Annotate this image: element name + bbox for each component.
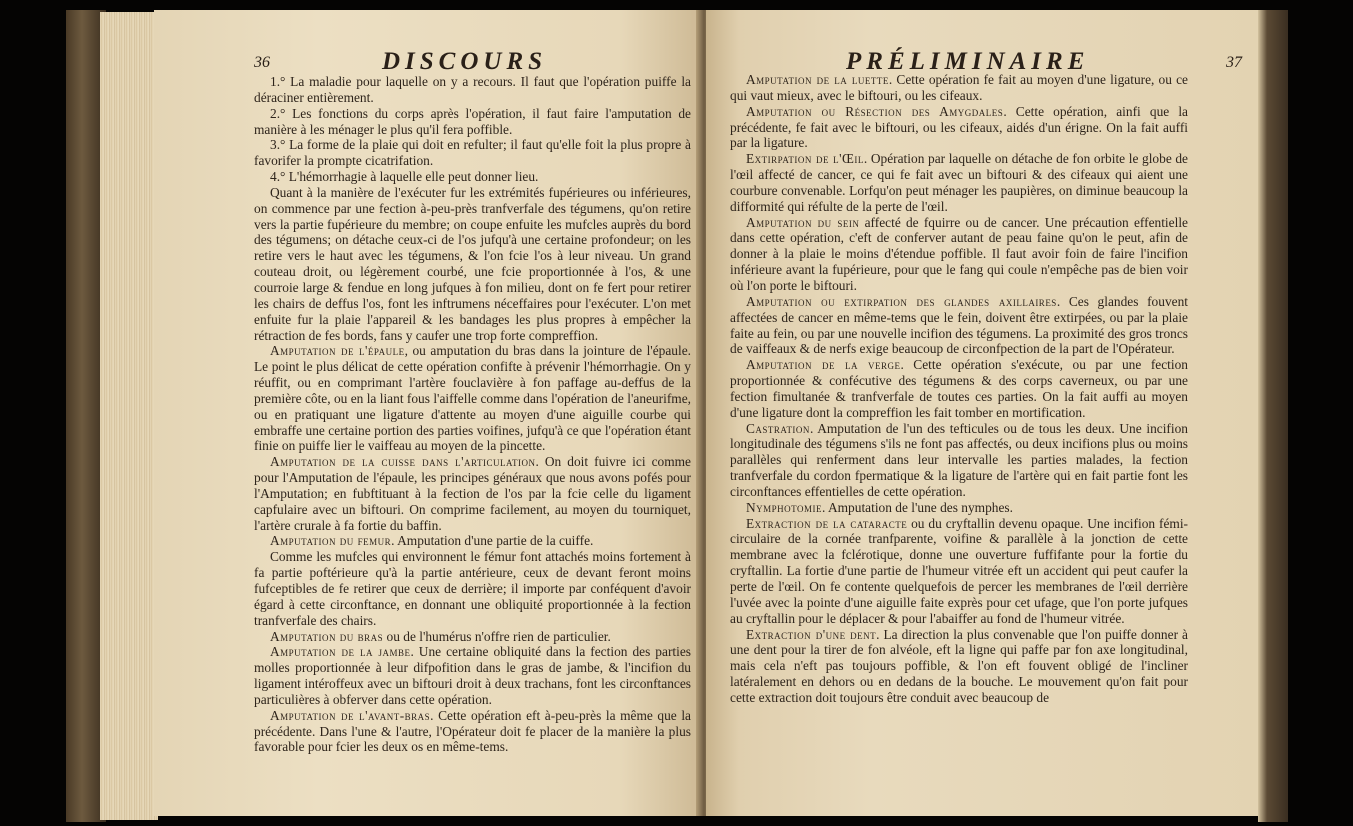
paragraph	[254, 343, 691, 454]
paragraph	[730, 627, 1188, 706]
paragraph-text: . Amputation d'une partie de la cuiffe.	[391, 533, 594, 549]
paragraph-text: ou de l'humérus n'offre rien de particulier.	[383, 628, 611, 644]
paragraph-text: . Cette opération s'exécute, ou par une fection proportionnée & confécutive des tégumens & des corps caverneux, ou par une fection fimultanée & tranfverfale de toutes ces parties. On la fait auffi au moyen d'une ligature dont la compreffion les fait tomber en mortification.	[730, 357, 1189, 420]
paragraph-text: affecté de fquirre ou de cancer. Une précaution effentielle dans cette opération, c'eft de conferver autant de peau faine qu'on le peut, afin de donner à la plaie le moins d'étendue poffible. Il faut avoir foin de faire l'incifion inférieure avant la fupérieure, pour que le fang qui coule n'empêche pas de bien voir où l'on porte le biftouri.	[730, 214, 1188, 293]
paragraph-heading: Extraction de la cataracte	[746, 515, 908, 531]
paragraph-heading: Extraction d'une dent	[746, 626, 877, 642]
paragraph	[254, 533, 691, 549]
paragraph-text: . Cette opération fe fait au moyen d'une ligature, ou ce qui vaut mieux, avec le biftouri, ou les cifeaux.	[730, 72, 1188, 103]
paragraph-text: 4.° L'hémorrhagie à laquelle elle peut donner lieu.	[270, 169, 539, 185]
paragraph	[730, 294, 1188, 357]
paragraph	[730, 500, 1188, 516]
paragraph-text: Comme les mufcles qui environnent le fémur font attachés moins fortement à fa partie poftérieure qu'à la partie antérieure, ceux de devant feront moins fufceptibles de fe retirer que ceux de derrière; il importe par conféquent d'avoir égard à cette circonftance, en donnant une obliquité proportionnée à la fection tranfverfale des chairs.	[254, 549, 691, 628]
paragraph	[254, 169, 691, 185]
left-page-number: 36	[254, 54, 270, 71]
paragraph-text: . Ces glandes fouvent affectées de cancer en même-tems que le fein, doivent être extirpées, ou par la plaie faite au fein, ou par une nouvelle incifion des tégumens. La proximité des gros troncs de vaiffeaux & de nerfs exige beaucoup de circonfpection de la part de l'Opérateur.	[730, 293, 1188, 357]
paragraph-heading: Amputation de la cuisse dans l'articulation	[270, 454, 536, 470]
paragraph	[254, 708, 691, 756]
paragraph-heading: Amputation du sein	[746, 214, 860, 230]
paragraph	[254, 137, 691, 169]
paragraph-heading: Amputation de l'avant-bras	[270, 707, 431, 723]
right-cover	[1258, 10, 1288, 822]
paragraph	[254, 185, 691, 343]
paragraph-heading: Amputation ou Résection des Amygdales	[746, 103, 1004, 119]
paragraph	[254, 644, 691, 707]
paragraph-heading: Castration	[746, 420, 810, 436]
paragraph	[730, 516, 1188, 627]
paragraph-text: . La direction la plus convenable que l'on puiffe donner à une dent pour la tirer de fon alvéole, eft la ligne qui paffe par fon axe longitudinal, mais cela n'eft pas toujours poffible, & l'on eft fouvent obligé de l'incliner latéralement en dehors ou en dedans de la bouche. Le mouvement qu'on fait pour cette extraction doit toujours être conduit avec beaucoup de	[730, 626, 1188, 705]
paragraph	[254, 629, 691, 645]
paragraph-text: , ou amputation du bras dans la jointure de l'épaule. Le point le plus délicat de cette opération confifte à prévenir l'hémorrhagie. On y réuffit, ou en comprimant l'artère fouclavière à fon paffage au-deffus de la première côte, ou en la liant fous l'aiffelle comme dans l'opération de l'aneurifme, ou en pratiquant une ligature d'attente au moyen d'une aiguille courbe qui embraffe une certaine portion des parties voifines, jufqu'à ce que l'opération étant finie on puiffe lier le vaiffeau au moyen de la pincette.	[254, 343, 691, 454]
left-page-text	[254, 74, 691, 755]
paragraph	[254, 549, 691, 628]
paragraph-heading: Amputation du femur	[270, 533, 392, 549]
paragraph	[730, 72, 1188, 104]
paragraph-text: . Cette opération eft à-peu-près la même que la précédente. Dans l'une & l'autre, l'Opérateur doit fe placer de la manière la plus favorable pour fcier les deux os en même-tems.	[254, 707, 691, 755]
paragraph-text: Quant à la manière de l'exécuter fur les extrémités fupérieures ou inférieures, on commence par une fection à-peu-près tranfverfale des tégumens, qu'on retire vers la partie fupérieure du membre; on coupe enfuite les mufcles auprès du bord des tégumens; on détache ceux-ci de l'os jufqu'à une certaine profondeur; on les retire vers le haut avec les tégumens, & l'on fcie l'os à leur niveau. Un grand couteau droit, ou légèrement courbé, une fcie proportionnée à l'os, & une courroie large & fendue en long jufques à fon milieu, dont on fe fert pour retirer les chairs de deffus l'os, font les inftrumens néceffaires pour l'exécuter. L'on met enfuite fur la plaie l'appareil & les bandages les plus propres à empêcher la rétraction de fes bords, fans y caufer une trop forte compreffion.	[254, 184, 691, 343]
paragraph-text: 3.° La forme de la plaie qui doit en refulter; il faut qu'elle foit la plus propre à favorifer la prompte cicatrifation.	[254, 137, 691, 169]
right-page-text	[730, 72, 1188, 706]
paragraph-heading: Amputation de l'épaule	[270, 343, 405, 359]
left-page	[154, 10, 702, 816]
paragraph-text: . On doit fuivre ici comme pour l'Amputation de l'épaule, les principes généraux que nous avons pofés pour l'Amputation; en fubftituant à la fection de l'os par la fcie celle du ligament capfulaire avec un biftouri. On comprime facilement, au moyen du tourniquet, l'artère crurale à fa fortie du baffin.	[254, 454, 691, 533]
paragraph-text: . Amputation de l'un des tefticules ou de tous les deux. Une incifion longitudinale des tégumens s'ils ne font pas affectés, ou deux incifions plus ou moins parallèles qui renferment dans leur intervalle les parties malades, la fection tranfverfale du cordon fpermatique & la ligature de l'artère qui en fait partie font les circonftances effentielles de cette opération.	[730, 420, 1188, 499]
paragraph-text: . Opération par laquelle on détache de fon orbite le globe de l'œil affecté de cancer, ce qui fe fait avec un biftouri & des cifeaux qui aient une courbure convenable. Lorfqu'on peut ménager les paupières, on diminue beaucoup la difformité qui réfulte de la perte de l'œil.	[730, 151, 1189, 214]
right-running-head: PRÉLIMINAIRE	[846, 48, 1090, 75]
paragraph	[730, 215, 1188, 294]
paragraph	[730, 151, 1188, 214]
right-page-number: 37	[1226, 54, 1242, 71]
paragraph	[730, 104, 1188, 152]
paragraph-heading: Amputation ou extirpation des glandes axillaires	[746, 293, 1057, 309]
paragraph-text: 1.° La maladie pour laquelle on y a recours. Il faut que l'opération puiffe la déraciner entièrement.	[254, 74, 691, 105]
paragraph-heading: Amputation de la verge	[746, 357, 901, 373]
paragraph-text: . Amputation de l'une des nymphes.	[822, 499, 1013, 515]
paragraph-heading: Amputation du bras	[270, 628, 384, 644]
paragraph-text: . Une certaine obliquité dans la fection des parties molles proportionnée à leur difpofition dans le gras de jambe, & l'incifion du ligament intéroffeux avec un biftouri droit à deux trachans, font les circonftances particulières à obferver dans cette opération.	[254, 644, 691, 707]
paragraph-text: 2.° Les fonctions du corps après l'opération, il faut faire l'amputation de manière à les ménager le plus qu'il fera poffible.	[254, 105, 691, 137]
paragraph	[254, 74, 691, 106]
paragraph	[254, 454, 691, 533]
paragraph-heading: Amputation de la jambe	[270, 644, 411, 660]
right-page	[706, 10, 1258, 816]
paragraph-heading: Amputation de la luette	[746, 72, 889, 87]
paragraph-heading: Extirpation de l'Œil	[746, 151, 864, 167]
page-edges	[100, 12, 158, 820]
left-running-head: DISCOURS	[382, 48, 548, 75]
paragraph	[730, 421, 1188, 500]
paragraph-heading: Nymphotomie	[746, 499, 823, 515]
paragraph	[730, 357, 1188, 420]
paragraph-text: ou du cryftallin devenu opaque. Une incifion fémi-circulaire de la cornée tranfparente, voifine & parallèle à la jonction de cette membrane avec la fclérotique, donne une ouverture fuffifante pour la fortie du cryftallin. La fortie d'une partie de l'humeur vitrée eft un accident qui peut caufer la perte de l'œil. On fe contente quelquefois de percer les membranes de l'œil derrière l'uvée avec la pointe d'une aiguille faite exprès pour cet ufage, que l'on porte jufques au cryftallin pour le déplacer & pour l'abaiffer au fond de l'humeur vitrée.	[730, 515, 1189, 626]
paragraph-text: . Cette opération, ainfi que la précédente, fe fait avec le biftouri, ou les cifeaux, aidés d'un érigne. On la fait auffi par la ligature.	[730, 103, 1188, 151]
paragraph	[254, 106, 691, 138]
